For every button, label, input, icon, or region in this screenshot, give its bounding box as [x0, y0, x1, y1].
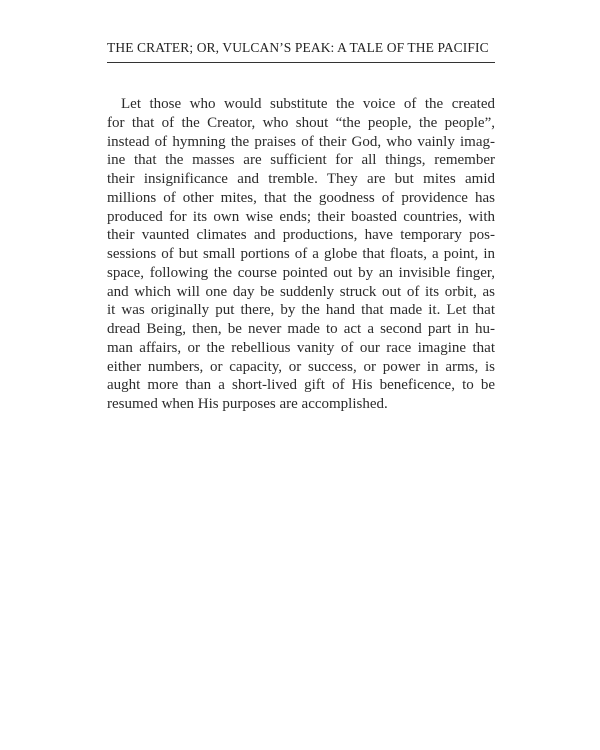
text-line: resumed when His purposes are accomplished. — [107, 396, 388, 412]
text-line: millions of other mites, that the goodness of providence has — [107, 189, 495, 206]
text-line: their vaunted climates and productions, have temporary pos- — [107, 227, 495, 244]
text-line: instead of hymning the praises of their God, who vainly imag- — [107, 133, 495, 150]
text-line: produced for its own wise ends; their boasted countries, with — [107, 208, 495, 225]
text-line: their insignificance and tremble. They are but mites amid — [107, 171, 495, 187]
text-line: either numbers, or capacity, or success, or power in arms, is — [107, 358, 495, 375]
header-rule — [107, 62, 495, 63]
text-line: dread Being, then, be never made to act a second part in hu- — [107, 321, 495, 337]
text-line: for that of the Creator, who shout “the people, the people”, — [107, 114, 495, 131]
text-line: man affairs, or the rebellious vanity of our race imagine that — [107, 339, 495, 356]
body-paragraph — [107, 95, 495, 414]
text-line: sessions of but small portions of a globe that floats, a point, in — [107, 246, 495, 262]
text-line: space, following the course pointed out by an invisible finger, — [107, 264, 495, 281]
text-line: aught more than a short-lived gift of His beneficence, to be — [107, 377, 495, 394]
text-line: it was originally put there, by the hand that made it. Let that — [107, 302, 495, 319]
running-header: THE CRATER; OR, VULCAN’S PEAK: A TALE OF THE PACIFIC — [107, 40, 489, 55]
text-line: Let those who would substitute the voice of the created — [121, 96, 495, 112]
text-line: ine that the masses are sufficient for all things, remember — [107, 152, 495, 169]
text-line: and which will one day be suddenly struck out of its orbit, as — [107, 283, 495, 300]
